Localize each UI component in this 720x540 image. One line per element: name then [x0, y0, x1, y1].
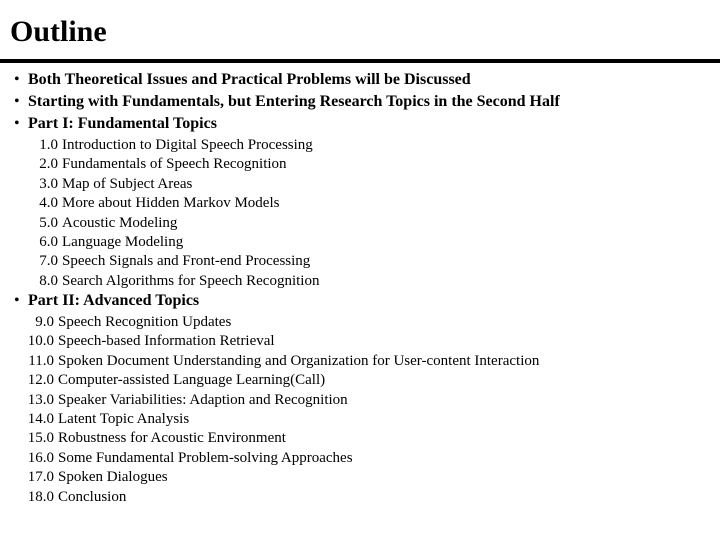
item-text: Some Fundamental Problem-solving Approaches	[58, 449, 353, 466]
bullet-dot-icon: •	[14, 93, 20, 110]
item-text: Computer-assisted Language Learning(Call)	[58, 372, 326, 389]
item-number: 3.0	[39, 175, 58, 192]
bullet-text: Both Theoretical Issues and Practical Problems will be Discussed	[28, 71, 471, 88]
list-item	[24, 214, 319, 233]
part1-topic-list	[24, 136, 319, 291]
item-text: Language Modeling	[62, 234, 184, 251]
list-item	[24, 194, 319, 213]
list-item	[8, 391, 539, 410]
item-number: 14.0	[27, 411, 54, 428]
item-text: Search Algorithms for Speech Recognition	[62, 272, 320, 289]
part2-topic-list	[8, 313, 539, 507]
item-text: Introduction to Digital Speech Processing	[62, 137, 313, 153]
item-number: 17.0	[27, 469, 54, 486]
bullet-text: Part I: Fundamental Topics	[28, 115, 217, 132]
item-number: 7.0	[39, 253, 58, 270]
bullet-dot-icon: •	[14, 115, 20, 132]
list-item	[8, 488, 539, 507]
bullet-dot-icon: •	[14, 71, 20, 88]
item-text: Acoustic Modeling	[62, 214, 178, 231]
item-text: Speaker Variabilities: Adaption and Recognition	[58, 391, 348, 408]
bullet-item	[14, 92, 560, 111]
list-item	[8, 429, 539, 448]
bullet-dot-icon: •	[14, 292, 20, 309]
list-item	[8, 313, 539, 332]
item-number: 5.0	[39, 214, 58, 231]
list-item	[8, 371, 539, 390]
item-text: Conclusion	[58, 488, 127, 505]
bullet-item	[14, 70, 471, 89]
item-number: 4.0	[39, 195, 58, 212]
item-text: More about Hidden Markov Models	[62, 195, 280, 212]
item-number: 2.0	[39, 156, 58, 173]
list-item	[24, 252, 319, 271]
bullet-text: Part II: Advanced Topics	[28, 292, 200, 309]
title-divider	[0, 59, 720, 63]
bullet-item	[14, 291, 199, 310]
list-item	[24, 233, 319, 252]
list-item	[8, 468, 539, 487]
item-number: 15.0	[27, 430, 54, 447]
item-text: Latent Topic Analysis	[58, 411, 190, 428]
list-item	[8, 449, 539, 468]
list-item	[8, 410, 539, 429]
item-number: 11.0	[28, 352, 54, 369]
item-number: 1.0	[39, 137, 58, 153]
list-item	[24, 155, 319, 174]
item-text: Map of Subject Areas	[62, 175, 193, 192]
item-number: 8.0	[39, 272, 58, 289]
item-number: 6.0	[39, 234, 58, 251]
bullet-text: Starting with Fundamentals, but Entering Research Topics in the Second Half	[28, 93, 560, 110]
item-number: 16.0	[27, 449, 54, 466]
list-item	[24, 136, 319, 155]
list-item	[8, 352, 539, 371]
bullet-item	[14, 114, 217, 133]
item-text: Spoken Dialogues	[58, 469, 168, 486]
item-number: 12.0	[27, 372, 54, 389]
item-number: 10.0	[27, 333, 54, 350]
list-item	[8, 332, 539, 351]
item-text: Fundamentals of Speech Recognition	[62, 156, 287, 173]
list-item	[24, 175, 319, 194]
item-text: Robustness for Acoustic Environment	[58, 430, 286, 447]
item-text: Speech-based Information Retrieval	[58, 333, 275, 350]
list-item	[24, 272, 319, 291]
page-title: Outline	[10, 15, 107, 48]
item-number: 18.0	[27, 488, 54, 505]
item-number: 13.0	[27, 391, 54, 408]
item-number: 9.0	[35, 314, 54, 330]
item-text: Spoken Document Understanding and Organization for User-content Interaction	[58, 352, 540, 369]
item-text: Speech Signals and Front-end Processing	[62, 253, 311, 270]
item-text: Speech Recognition Updates	[58, 314, 232, 330]
